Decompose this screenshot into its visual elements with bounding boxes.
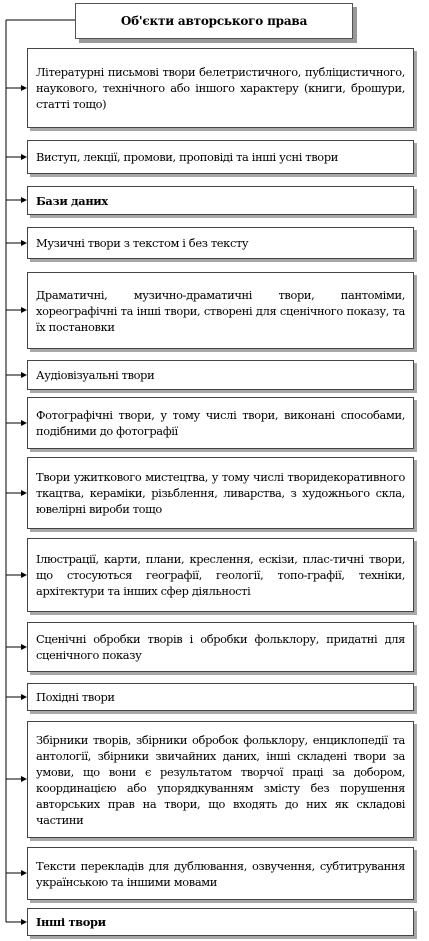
item-oral-works: Виступ, лекції, промови, проповіді та інші усні твори <box>27 140 414 174</box>
item-stage-adaptations: Сценічні обробки творів і обробки фольклору, придатні для сценічного показу <box>27 622 414 672</box>
item-literary-works: Літературні письмові твори белетристичного, публіцистичного, наукового, технічного або іншого характеру (книги, брошури, статті тощо) <box>27 48 414 128</box>
item-databases: Бази даних <box>27 186 414 215</box>
item-applied-art-works: Твори ужиткового мистецтва, у тому числі творидекоративного ткацтва, кераміки, різьблення, ливарства, з художнього скла, ювелірні вироби тощо <box>27 457 414 529</box>
item-translation-texts: Тексти перекладів для дублювання, озвучення, субтитрування українською та іншими мовами <box>27 847 414 900</box>
item-photographic-works: Фотографічні твори, у тому числі твори, виконані способами, подібними до фотографії <box>27 397 414 449</box>
item-illustrations-maps: Ілюстрації, карти, плани, креслення, ескізи, плас-тичні твори, що стосуються географії, геології, топо-графії, техніки, архітектури та інших сфер діяльності <box>27 538 414 612</box>
item-audiovisual-works: Аудіовізуальні твори <box>27 360 414 390</box>
item-derivative-works: Похідні твори <box>27 683 414 711</box>
item-other-works: Інші твори <box>27 908 414 936</box>
item-dramatic-works: Драматичні, музично-драматичні твори, пантоміми, хореографічні та інші твори, створені для сценічного показу, та їх постановки <box>27 272 414 349</box>
item-collections: Збірники творів, збірники обробок фольклору, енциклопедії та антології, збірники звичайних даних, інші складені твори за умови, що вони є результатом творчої праці за добором, координацією або упорядкуванням змісту без порушення авторських прав на твори, що входять до них як складові частини <box>27 721 414 838</box>
item-musical-works: Музичні твори з текстом і без тексту <box>27 227 414 259</box>
diagram-title: Об'єкти авторського права <box>75 3 353 39</box>
